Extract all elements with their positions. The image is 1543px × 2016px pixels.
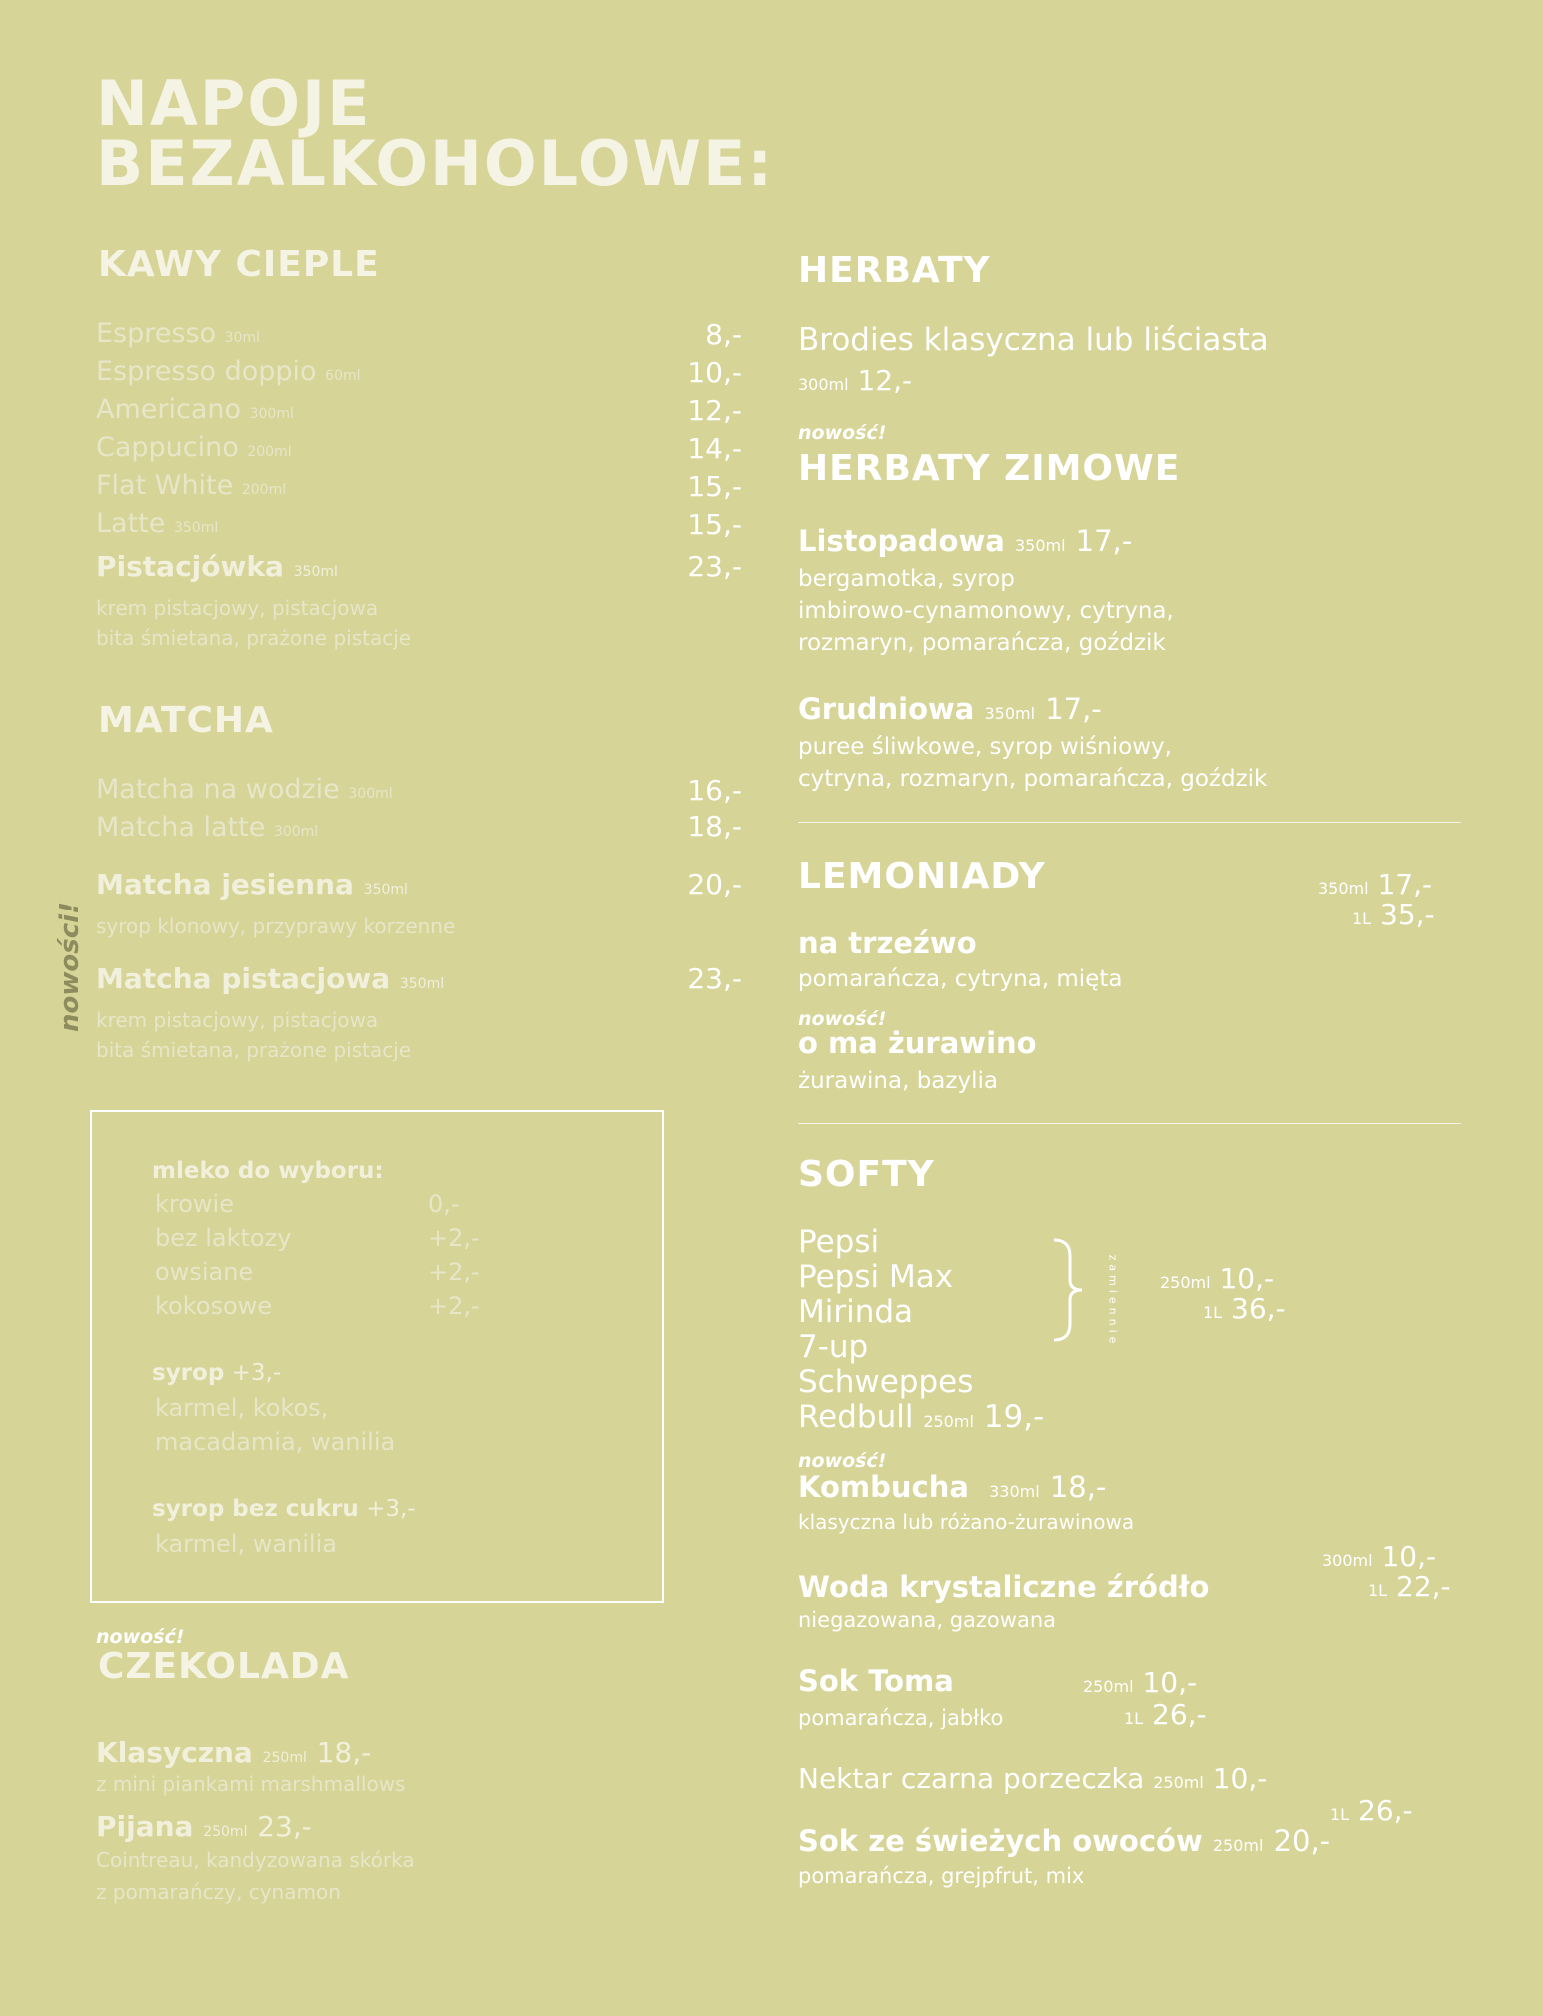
milk-price-bez-laktozy: +2,- (428, 1224, 480, 1252)
price-flat-white: 15,- (687, 470, 742, 503)
pistacjowka-desc-2: bita śmietana, prażone pistacje (96, 626, 412, 650)
menu-item-matcha-jesienna: Matcha jesienna 350ml (96, 868, 408, 901)
menu-item-matcha-na-wodzie: Matcha na wodzie 300ml (96, 774, 393, 805)
grudniowa-desc-1: puree śliwkowe, syrop wiśniowy, (798, 734, 1172, 760)
section-czekolada: CZEKOLADA (98, 1646, 350, 1687)
zamiennie-vertical-label: zamiennie (1106, 1254, 1120, 1348)
divider-2 (798, 1123, 1461, 1124)
herbaty-brodies: Brodies klasyczna lub liściasta (798, 322, 1269, 358)
price-latte: 15,- (687, 508, 742, 541)
milk-option-kokosowe: kokosowe (155, 1292, 273, 1320)
section-kawy-cieple: KAWY CIEPLE (98, 244, 380, 285)
menu-item-espresso-doppio: Espresso doppio 60ml (96, 356, 361, 387)
matcha-jesienna-desc: syrop klonowy, przyprawy korzenne (96, 914, 456, 938)
section-softy: SOFTY (798, 1154, 935, 1195)
syrop-desc-1: karmel, kokos, (155, 1394, 329, 1422)
milk-price-owsiane: +2,- (428, 1258, 480, 1286)
title-line-2: BEZALKOHOLOWE: (96, 127, 775, 200)
milk-price-krowie: 0,- (428, 1190, 460, 1218)
menu-item-matcha-pistacjowa: Matcha pistacjowa 350ml (96, 962, 445, 995)
price-matcha-latte: 18,- (687, 810, 742, 843)
syrop-bez-cukru-line: syrop bez cukru +3,- (152, 1496, 416, 1522)
pistacjowka-desc-1: krem pistacjowy, pistacjowa (96, 596, 379, 620)
menu-item-latte: Latte 350ml (96, 508, 219, 539)
woda-desc: niegazowana, gazowana (798, 1608, 1056, 1632)
sok-ze-swiezych-desc: pomarańcza, grejpfrut, mix (798, 1864, 1085, 1888)
milk-heading: mleko do wyboru: (152, 1158, 384, 1184)
price-cappucino: 14,- (687, 432, 742, 465)
menu-item-matcha-latte: Matcha latte 300ml (96, 812, 319, 843)
nektar-price-1l: 1L 26,- (1330, 1794, 1413, 1827)
divider-1 (798, 822, 1461, 823)
menu-item-sok-ze-swiezych: Sok ze świeżych owoców 250ml 20,- (798, 1824, 1331, 1858)
brace-icon (1050, 1236, 1090, 1344)
syrop-line: syrop +3,- (152, 1360, 282, 1386)
menu-item-listopadowa: Listopadowa 350ml 17,- (798, 524, 1133, 558)
section-herbaty-zimowe: HERBATY ZIMOWE (798, 448, 1181, 489)
menu-item-woda: Woda krystaliczne źródło (798, 1570, 1210, 1604)
milk-option-bez-laktozy: bez laktozy (155, 1224, 292, 1252)
sok-toma-desc: pomarańcza, jabłko (798, 1706, 1004, 1730)
softy-pepsi-max: Pepsi Max (798, 1259, 954, 1295)
menu-item-flat-white: Flat White 200ml (96, 470, 287, 501)
syrop-desc-2: macadamia, wanilia (155, 1428, 396, 1456)
lemoniady-price-1l: 1L 35,- (1352, 898, 1435, 931)
price-americano: 12,- (687, 394, 742, 427)
section-herbaty: HERBATY (798, 250, 991, 291)
price-matcha-na-wodzie: 16,- (687, 774, 742, 807)
zimowe-new-label: nowość! (798, 422, 887, 444)
milk-option-krowie: krowie (155, 1190, 234, 1218)
price-espresso: 8,- (705, 318, 742, 351)
menu-item-klasyczna: Klasyczna 250ml 18,- (96, 1736, 372, 1769)
softy-7up: 7-up (798, 1329, 869, 1365)
menu-item-grudniowa: Grudniowa 350ml 17,- (798, 692, 1102, 726)
menu-item-sok-toma: Sok Toma (798, 1664, 954, 1698)
sok-toma-price-250: 250ml 10,- (1083, 1666, 1198, 1699)
softy-redbull: Redbull 250ml 19,- (798, 1399, 1045, 1435)
softy-mirinda: Mirinda (798, 1294, 914, 1330)
o-ma-zurawino-desc: żurawina, bazylia (798, 1068, 998, 1094)
menu-item-espresso: Espresso 30ml (96, 318, 260, 349)
menu-item-pijana: Pijana 250ml 23,- (96, 1810, 312, 1843)
kombucha-new-label: nowość! (798, 1450, 887, 1472)
pijana-desc-2: z pomarańczy, cynamon (96, 1880, 341, 1904)
milk-option-owsiane: owsiane (155, 1258, 254, 1286)
section-lemoniady: LEMONIADY (798, 856, 1046, 897)
menu-item-cappucino: Cappucino 200ml (96, 432, 292, 463)
sok-toma-price-1l: 1L 26,- (1124, 1698, 1207, 1731)
menu-item-kombucha: Kombucha 330ml 18,- (798, 1470, 1107, 1504)
syrop-bez-cukru-desc: karmel, wanilia (155, 1530, 337, 1558)
menu-item-nektar: Nektar czarna porzeczka 250ml 10,- (798, 1762, 1268, 1795)
listopadowa-desc-2: imbirowo-cynamonowy, cytryna, (798, 598, 1174, 624)
zurawino-new-label: nowość! (798, 1008, 887, 1030)
na-trzezwo-desc: pomarańcza, cytryna, mięta (798, 966, 1123, 992)
woda-price-300: 300ml 10,- (1322, 1540, 1437, 1573)
softy-price-1l: 1L 36,- (1203, 1292, 1286, 1325)
menu-item-americano: Americano 300ml (96, 394, 294, 425)
section-matcha: MATCHA (98, 700, 274, 741)
menu-item-pistacjowka: Pistacjówka 350ml (96, 550, 338, 583)
title-line-1: NAPOJE (96, 67, 372, 140)
nowosci-side-label: nowości! (55, 902, 85, 1032)
matcha-pistacjowa-desc-1: krem pistacjowy, pistacjowa (96, 1008, 379, 1032)
softy-price-250: 250ml 10,- (1160, 1262, 1275, 1295)
milk-price-kokosowe: +2,- (428, 1292, 480, 1320)
price-espresso-doppio: 10,- (687, 356, 742, 389)
herbaty-price: 300ml 12,- (798, 364, 913, 397)
matcha-pistacjowa-desc-2: bita śmietana, prażone pistacje (96, 1038, 412, 1062)
klasyczna-desc: z mini piankami marshmallows (96, 1772, 406, 1796)
kombucha-desc: klasyczna lub różano-żurawinowa (798, 1510, 1135, 1534)
lemoniady-price-350: 350ml 17,- (1318, 868, 1433, 901)
czekolada-new-label: nowość! (96, 1626, 185, 1648)
softy-schweppes: Schweppes (798, 1364, 974, 1400)
price-matcha-pistacjowa: 23,- (687, 962, 742, 995)
page-title (96, 67, 775, 200)
pijana-desc-1: Cointreau, kandyzowana skórka (96, 1848, 415, 1872)
menu-item-o-ma-zurawino: o ma żurawino (798, 1026, 1037, 1060)
price-matcha-jesienna: 20,- (687, 868, 742, 901)
listopadowa-desc-3: rozmaryn, pomarańcza, goździk (798, 630, 1166, 656)
price-pistacjowka: 23,- (687, 550, 742, 583)
woda-price-1l: 1L 22,- (1368, 1570, 1451, 1603)
menu-item-na-trzezwo: na trzeźwo (798, 926, 977, 960)
softy-pepsi: Pepsi (798, 1224, 880, 1260)
grudniowa-desc-2: cytryna, rozmaryn, pomarańcza, goździk (798, 766, 1268, 792)
listopadowa-desc-1: bergamotka, syrop (798, 566, 1015, 592)
